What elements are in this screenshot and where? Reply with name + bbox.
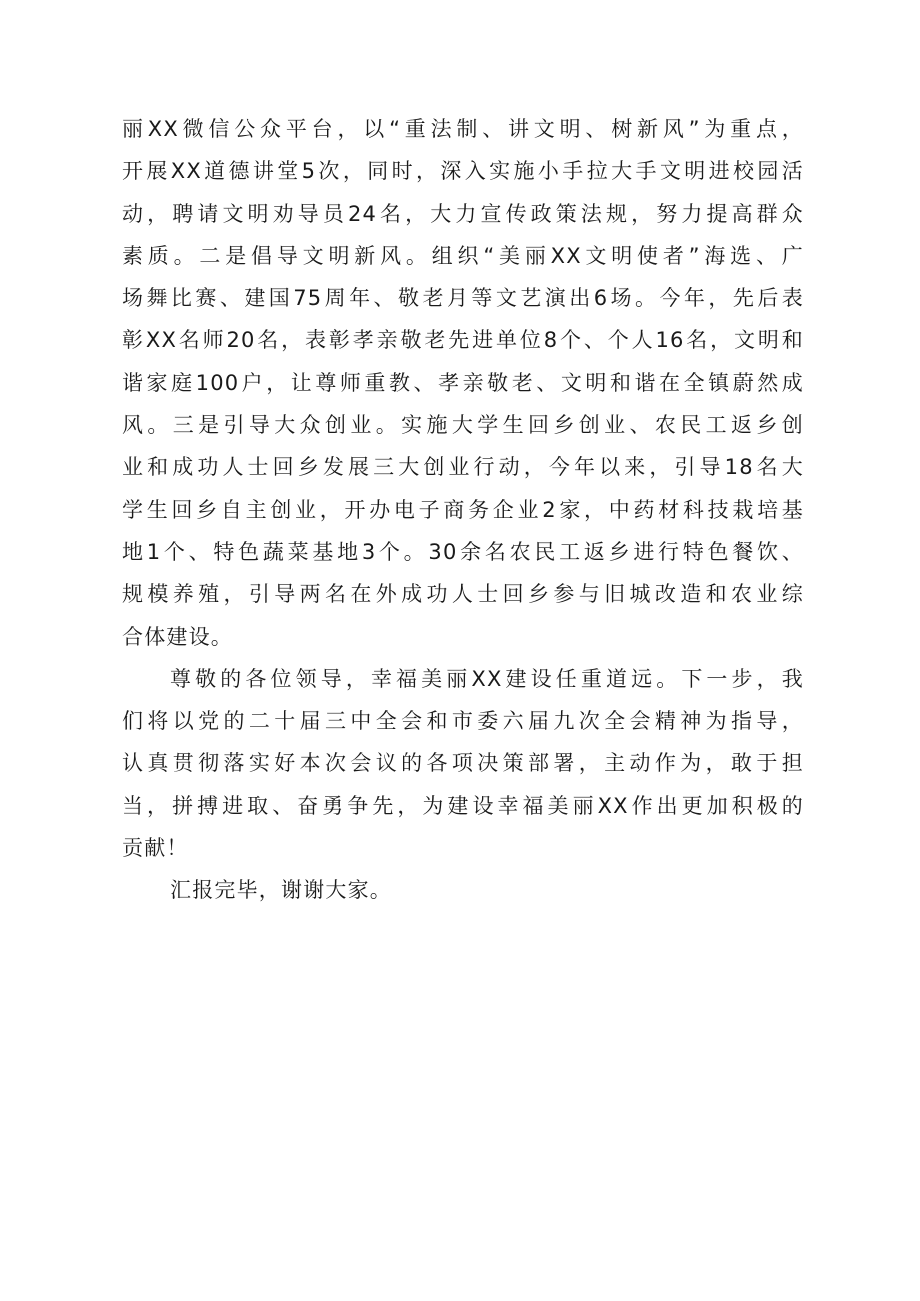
text-line: 贡献！ [122,836,189,861]
text-line: 素质。二是倡导文明新风。组织“美丽XX文明使者”海选、广 [122,243,804,268]
text-line: 场舞比赛、建国75周年、敬老月等文艺演出6场。今年，先后表 [122,286,804,311]
text-line: 动，聘请文明劝导员24名，大力宣传政策法规，努力提高群众 [122,201,804,226]
text-line: 彰XX名师20名，表彰孝亲敬老先进单位8个、个人16名，文明和 [122,328,804,353]
text-line: 学生回乡自主创业，开办电子商务企业2家，中药材科技栽培基 [122,497,804,522]
text-line: 认真贯彻落实好本次会议的各项决策部署，主动作为，敢于担 [122,751,804,776]
text-line: 地1个、特色蔬菜基地3个。30余名农民工返乡进行特色餐饮、 [122,539,804,564]
text-line: 当，拼搏进取、奋勇争先，为建设幸福美丽XX作出更加积极的 [122,793,804,818]
text-line: 业和成功人士回乡发展三大创业行动，今年以来，引导18名大 [122,455,804,480]
text-line: 风。三是引导大众创业。实施大学生回乡创业、农民工返乡创 [122,413,804,438]
text-line: 开展XX道德讲堂5次，同时，深入实施小手拉大手文明进校园活 [122,159,804,184]
closing-line: 汇报完毕，谢谢大家。 [170,878,392,903]
text-line: 合体建设。 [122,624,233,649]
text-line: 丽XX微信公众平台，以“重法制、讲文明、树新风”为重点， [122,117,804,141]
text-line: 谐家庭100户，让尊师重教、孝亲敬老、文明和谐在全镇蔚然成 [122,370,804,395]
text-line: 规模养殖，引导两名在外成功人士回乡参与旧城改造和农业综 [122,582,804,607]
paragraph-start-line: 尊敬的各位领导，幸福美丽XX建设任重道远。下一步，我 [170,666,804,691]
text-line: 们将以党的二十届三中全会和市委六届九次全会精神为指导， [122,709,804,734]
document-body [122,108,804,912]
